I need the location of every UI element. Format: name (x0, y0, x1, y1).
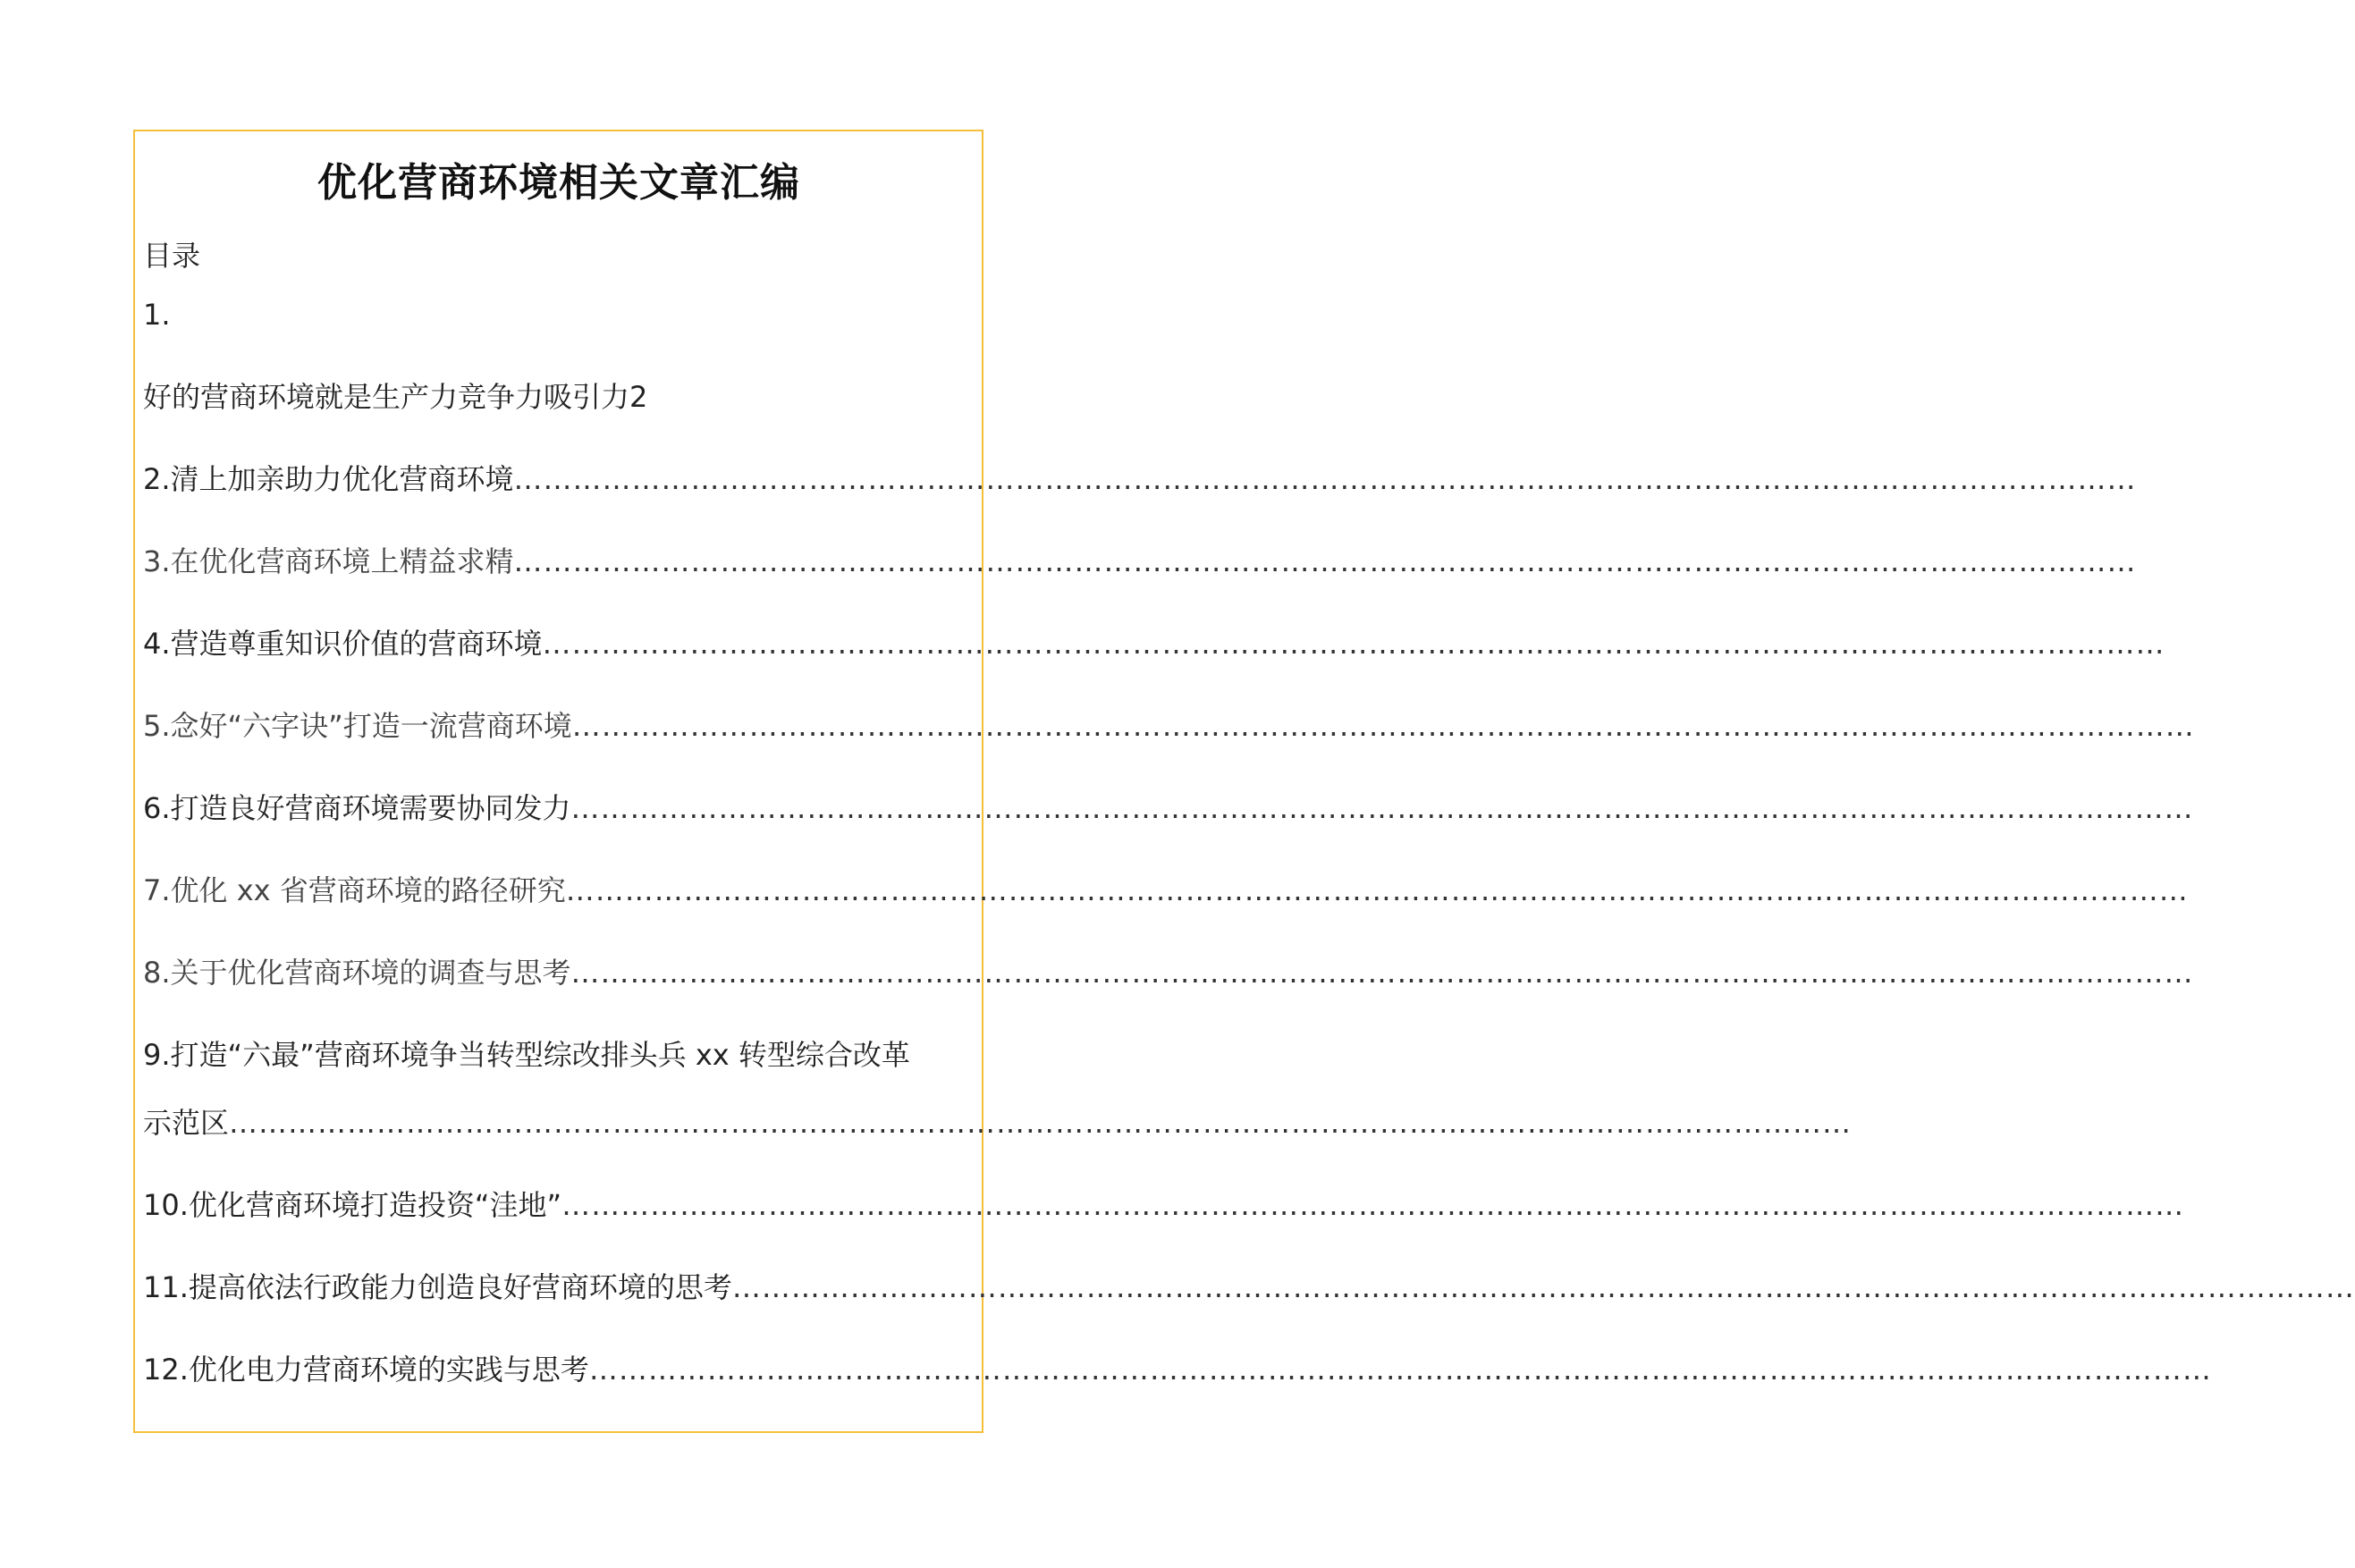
toc-item-12[interactable] (143, 1352, 2212, 1387)
toc-leader-dots: ………………………………………………………………………………………………………………………………………………… (229, 1106, 1853, 1140)
toc-item-1-number (143, 297, 1109, 333)
toc-leader-dots: ………………………………………………………………………………………………………………………………………………… (570, 791, 2194, 825)
toc-leader-dots: ………………………………………………………………………………………………………………………………………………… (570, 956, 2194, 990)
toc-heading-text: 目录 (143, 239, 201, 273)
toc-leader-dots: ………………………………………………………………………………………………………………………………………………… (513, 544, 2137, 578)
toc-leader-dots: ………………………………………………………………………………………………………………………………………………… (588, 1353, 2212, 1387)
toc-item-9-continued-text: 示范区 (143, 1106, 230, 1140)
toc-item-11[interactable] (143, 1269, 2355, 1305)
toc-item-11-text: 11.提高依法行政能力创造良好营商环境的思考 (143, 1270, 732, 1304)
toc-item-5-text: 5.念好“六字诀”打造一流营商环境 (143, 709, 572, 743)
toc-item-9-text: 9.打造“六最”营商环境争当转型综改排头兵 xx 转型综合改革 (143, 1038, 910, 1072)
toc-leader-dots: ………………………………………………………………………………………………………………………………………………… (513, 462, 2137, 496)
toc-item-7[interactable] (143, 873, 2189, 908)
toc-heading (143, 238, 1109, 274)
toc-item-10[interactable] (143, 1187, 2185, 1223)
toc-item-1[interactable] (143, 379, 1109, 415)
toc-item-2-text: 2.清上加亲助力优化营商环境 (143, 462, 514, 496)
toc-item-2[interactable] (143, 461, 2137, 497)
toc-item-9-line2[interactable] (143, 1105, 1853, 1141)
toc-item-1-number-text: 1. (143, 298, 171, 332)
toc-item-1-text: 好的营商环境就是生产力竞争力吸引力2 (143, 380, 648, 414)
toc-item-12-text: 12.优化电力营商环境的实践与思考 (143, 1353, 589, 1387)
toc-leader-dots: ………………………………………………………………………………………………………………………………………………… (542, 627, 2165, 661)
toc-item-3[interactable] (143, 544, 2137, 579)
toc-item-6-text: 6.打造良好营商环境需要协同发力 (143, 791, 571, 825)
toc-leader-dots: ………………………………………………………………………………………………………………………………………………… (565, 873, 2189, 907)
toc-item-4-text: 4.营造尊重知识价值的营商环境 (143, 627, 543, 661)
toc-item-6[interactable] (143, 790, 2194, 826)
toc-item-9-line1[interactable] (143, 1037, 1109, 1073)
toc-item-4[interactable] (143, 626, 2165, 662)
toc-item-7-text: 7.优化 xx 省营商环境的路径研究 (143, 873, 566, 907)
toc-item-8[interactable] (143, 955, 2194, 991)
toc-leader-dots: ………………………………………………………………………………………………………………………………………………… (731, 1270, 2355, 1304)
toc-item-3-text: 3.在优化营商环境上精益求精 (143, 544, 514, 578)
toc-item-10-text: 10.优化营商环境打造投资“洼地” (143, 1188, 562, 1222)
toc-item-8-text: 8.关于优化营商环境的调查与思考 (143, 956, 571, 990)
toc-leader-dots: ………………………………………………………………………………………………………………………………………………… (561, 1188, 2185, 1222)
document-title: 优化营商环境相关文章汇编 (317, 160, 800, 206)
toc-leader-dots: ………………………………………………………………………………………………………………………………………………… (571, 709, 2195, 743)
toc-item-5[interactable] (143, 708, 2195, 744)
